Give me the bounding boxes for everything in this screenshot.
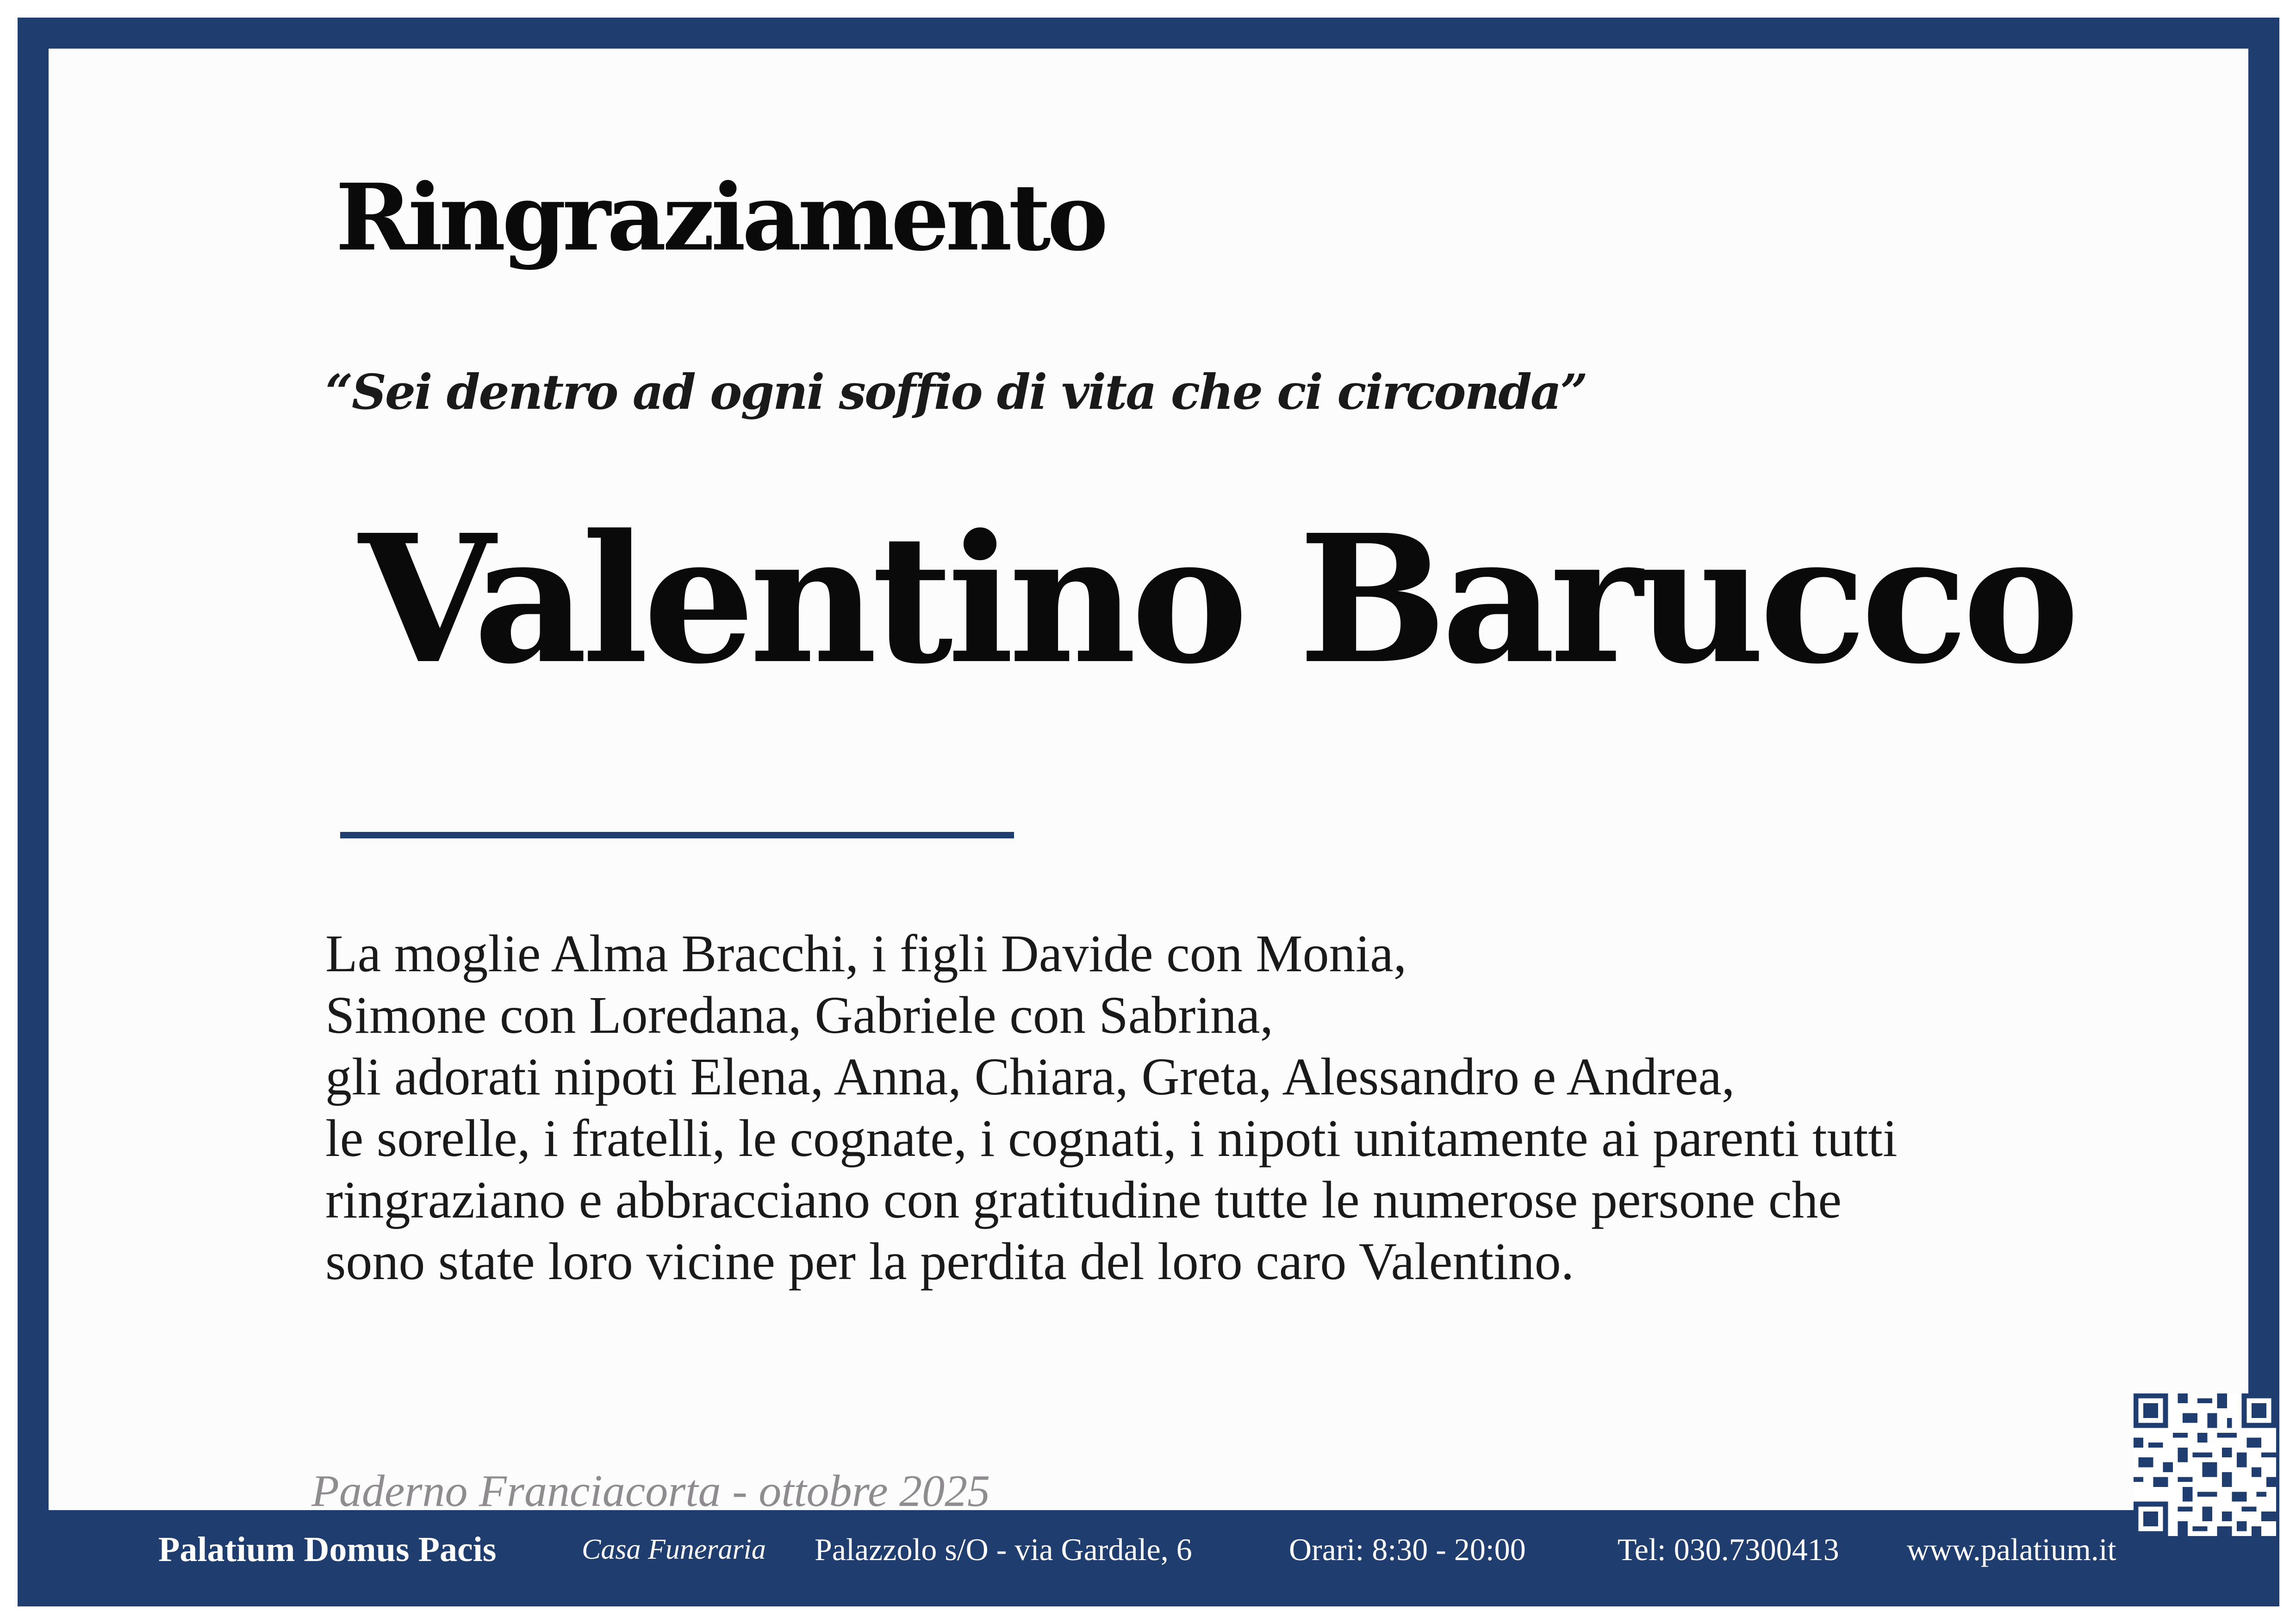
notice-paper [49,49,2248,1516]
opening-hours: Orari: 8:30 - 20:00 [1289,1532,1526,1567]
company-name: Palatium Domus Pacis [158,1530,497,1569]
message-line: sono state loro vicine per la perdita del loro caro Valentino. [325,1232,1574,1291]
website-link[interactable]: www.palatium.it [1907,1532,2116,1567]
divider-rule [340,832,1014,838]
message-line: La moglie Alma Bracchi, i figli Davide con Monia, [325,924,1407,983]
message-line: gli adorati nipoti Elena, Anna, Chiara, Greta, Alessandro e Andrea, [325,1047,1735,1106]
message-line: Simone con Loredana, Gabriele con Sabrina, [325,986,1274,1044]
message-line: ringraziano e abbracciano con gratitudine tutte le numerose persone che [325,1170,1842,1229]
notice-heading: Ringraziamento [336,163,1105,271]
thank-you-message [325,923,1898,1292]
memorial-quote: “Sei dentro ad ogni soffio di vita che ci circonda” [325,363,1587,420]
phone-number[interactable]: Tel: 030.7300413 [1618,1532,1839,1567]
company-type: Casa Funeraria [582,1534,766,1565]
message-line: le sorelle, i fratelli, le cognate, i cognati, i nipoti unitamente ai parenti tutti [325,1109,1898,1168]
company-address: Palazzolo s/O - via Gardale, 6 [815,1532,1192,1567]
deceased-name: Valentino Barucco [359,496,2074,703]
funeral-home-footer [49,1510,2248,1589]
place-date: Paderno Franciacorta - ottobre 2025 [311,1466,990,1516]
